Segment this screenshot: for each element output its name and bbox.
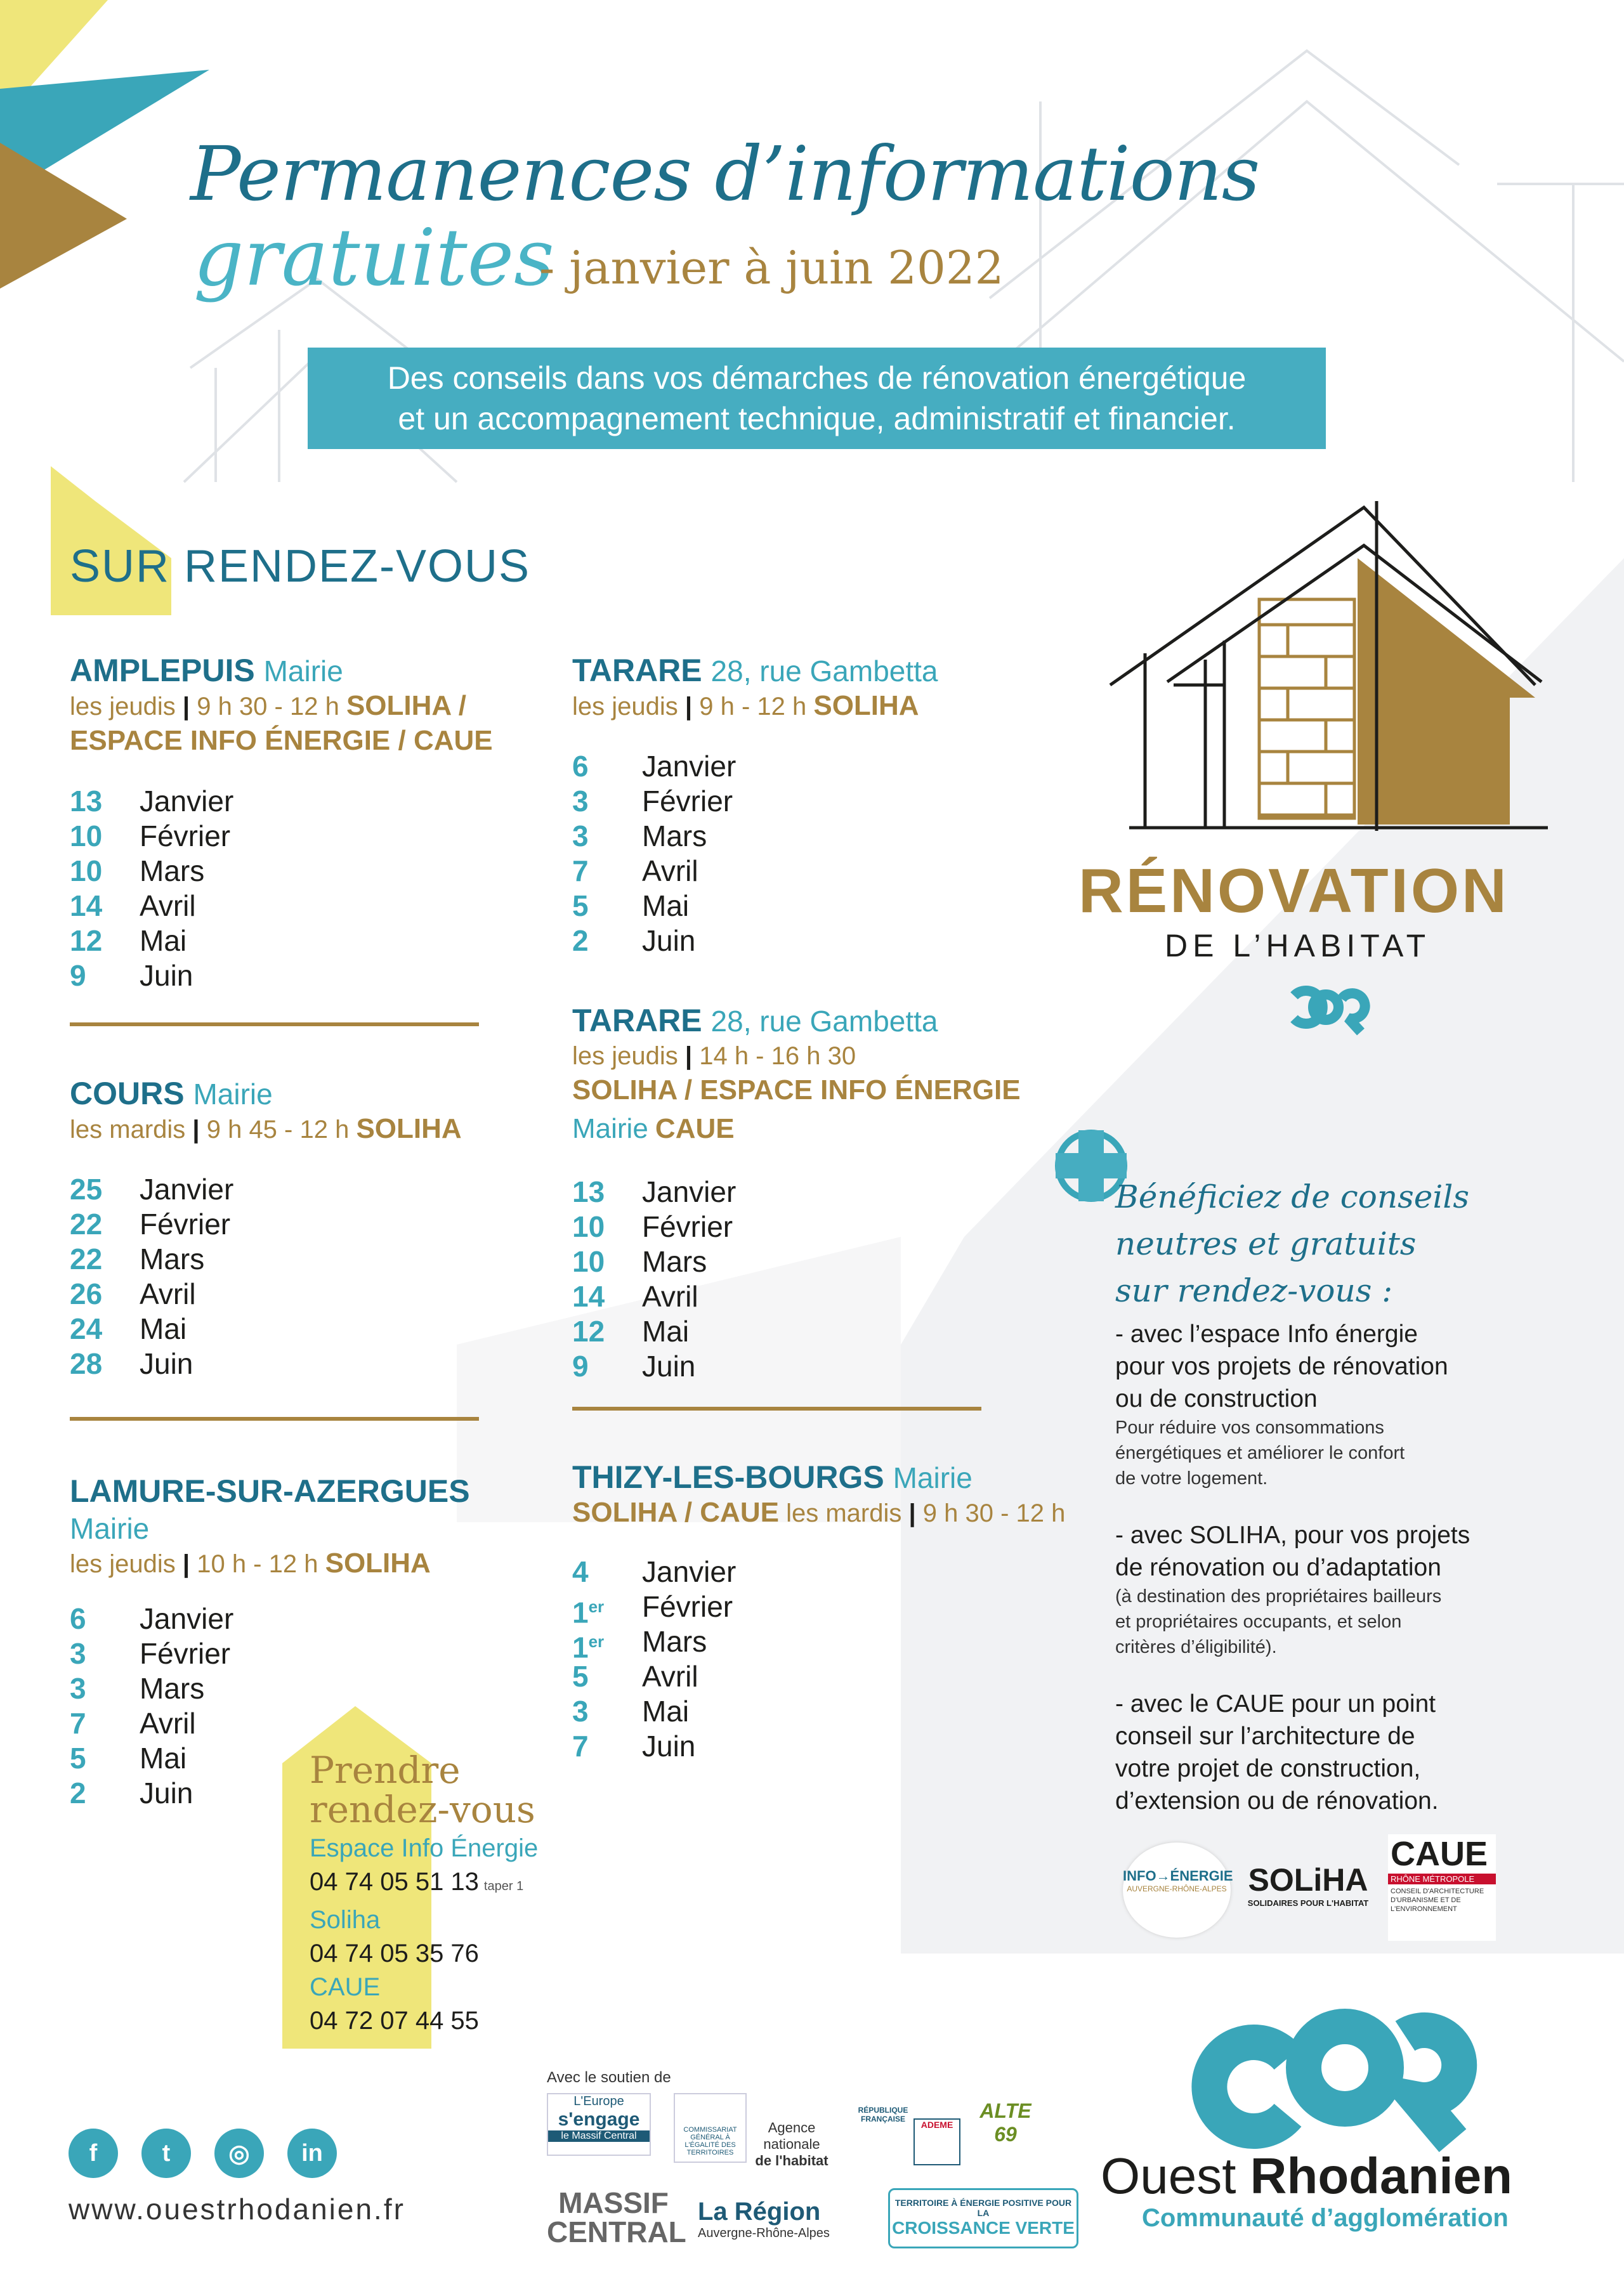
tarare-block-1 — [572, 652, 938, 958]
day-number: 7 — [70, 1707, 86, 1740]
intro-banner: Des conseils dans vos démarches de rénovation énergétique et un accompagnement technique, administratif et financier. — [308, 348, 1326, 449]
date-row — [572, 1624, 1065, 1664]
month-name: Juin — [642, 924, 696, 957]
date-list — [572, 1555, 1065, 1764]
month-name: Février — [140, 1208, 231, 1241]
day-number: 26 — [70, 1277, 103, 1310]
contact-label: Soliha — [310, 1906, 381, 1934]
month-name: Février — [140, 1637, 231, 1670]
day-number: 12 — [70, 924, 103, 957]
date-list — [572, 1175, 1021, 1384]
day-number: 24 — [70, 1312, 103, 1345]
day-number: 5 — [572, 1660, 589, 1693]
schedule: les jeudis | 9 h 30 - 12 h SOLIHA / — [70, 690, 466, 721]
date-row — [70, 1172, 462, 1207]
month-name: Avril — [642, 854, 698, 887]
date-list — [572, 749, 938, 958]
date-row — [70, 1347, 462, 1381]
date-row — [572, 1555, 1065, 1589]
day-number: 22 — [70, 1243, 103, 1275]
month-name: Mai — [140, 1312, 187, 1345]
month-name: Mai — [642, 889, 690, 922]
month-name: Avril — [140, 1707, 196, 1740]
day-number: 7 — [572, 1730, 589, 1763]
date-list — [70, 1172, 462, 1381]
schedule: SOLIHA / CAUE les mardis | 9 h 30 - 12 h — [572, 1497, 1066, 1528]
advice-list: - avec l’espace Info énergie pour vos projets de rénovation ou de construction Pour réduire vos consommations énergétiques et améliorer le confort de votre logement. - avec SOLIHA, pour vos projets de rénovation ou d’adaptation (à destination des propriétaires bailleurs et propriétaires occupants, et selon critères d’éligibilité). - avec le CAUE pour un point conseil sur l’architecture de votre projet de construction, d’extension ou de rénovation. — [1115, 1321, 1470, 1815]
month-name: Janvier — [642, 1175, 737, 1208]
day-number: 3 — [572, 819, 589, 852]
month-name: Janvier — [140, 785, 234, 818]
day-number: 10 — [70, 854, 103, 887]
day-number: 9 — [70, 959, 86, 992]
phone-number[interactable]: 04 74 05 35 76 — [310, 1940, 479, 1967]
day-number: 12 — [572, 1315, 605, 1348]
section-title: SUR RENDEZ-VOUS — [70, 541, 531, 592]
renovation-subtitle: DE L’HABITAT — [1165, 928, 1431, 963]
date-row — [572, 1210, 1021, 1244]
month-name: Mars — [140, 854, 205, 887]
month-name: Mai — [642, 1695, 690, 1728]
facebook-icon[interactable]: f — [69, 2129, 118, 2178]
contact-label: CAUE — [310, 1973, 381, 2001]
date-row — [70, 784, 493, 819]
month-name: Mars — [642, 819, 707, 852]
agglo-name: Ouest Rhodanien — [1101, 2148, 1512, 2204]
date-row — [70, 1706, 470, 1741]
date-row — [572, 749, 938, 784]
day-number: 2 — [572, 924, 589, 957]
date-row — [70, 1601, 470, 1636]
day-number: 3 — [70, 1637, 86, 1670]
day-number: 3 — [572, 785, 589, 818]
date-row — [572, 923, 938, 958]
contact-list: Espace Info Énergie 04 74 05 51 13 taper 1 Soliha 04 74 05 35 76 CAUE 04 72 07 44 55 — [310, 1832, 538, 2038]
month-name: Mai — [140, 1742, 187, 1775]
anah-logo: Agence nationale de l'habitat — [755, 2120, 828, 2169]
date-row — [70, 1242, 462, 1277]
lamure-block: LAMURE-SUR-AZERGUES Mairie les jeudis | 10 h - 12 h SOLIHA 6 Janvier 3 Février 3 Mars 7 Avril 5 Mai 2 Juin — [70, 1473, 470, 1810]
month-name: Février — [642, 785, 733, 818]
date-row — [572, 1244, 1021, 1279]
region-logo: La Région Auvergne-Rhône-Alpes — [698, 2198, 830, 2240]
day-number: 1er — [572, 1596, 605, 1629]
tarare-block-2: TARARE 28, rue Gambetta les jeudis | 14 h - 16 h 30 SOLIHA / ESPACE INFO ÉNERGIE Mairie CAUE 13 Janvier 10 Février 10 Mars 14 Avril 12 Mai 9 Juin — [572, 1003, 1021, 1383]
website-link[interactable]: www.ouestrhodanien.fr — [69, 2193, 405, 2226]
date-row — [70, 923, 493, 958]
thizy-block — [572, 1459, 1065, 1764]
day-number: 28 — [70, 1347, 103, 1380]
day-number: 5 — [70, 1742, 86, 1775]
town-name: TARARE 28, rue Gambetta — [572, 1003, 938, 1038]
instagram-icon[interactable]: ◎ — [214, 2129, 264, 2178]
contact-label: Espace Info Énergie — [310, 1834, 539, 1862]
date-row — [70, 1671, 470, 1706]
month-name: Juin — [140, 959, 193, 992]
day-number: 14 — [572, 1280, 605, 1313]
date-row — [572, 819, 938, 854]
date-row — [70, 1636, 470, 1671]
month-name: Mars — [140, 1672, 205, 1705]
day-number: 14 — [70, 889, 103, 922]
month-name: Mars — [642, 1245, 707, 1278]
day-number: 3 — [70, 1672, 86, 1705]
month-name: Mars — [140, 1243, 205, 1275]
date-row — [572, 784, 938, 819]
day-number: 10 — [572, 1245, 605, 1278]
renovation-title: RÉNOVATION — [1078, 856, 1509, 925]
date-row — [70, 854, 493, 889]
date-row — [572, 1279, 1021, 1314]
month-name: Mars — [642, 1625, 707, 1658]
month-name: Février — [642, 1590, 733, 1623]
phone-number[interactable]: 04 74 05 51 13 — [310, 1868, 479, 1896]
tepcv-logo: TERRITOIRE À ÉNERGIE POSITIVE POUR LA CROISSANCE VERTE — [888, 2188, 1078, 2248]
month-name: Février — [642, 1210, 733, 1243]
agglo-subtitle: Communauté d’agglomération — [1142, 2204, 1509, 2232]
month-name: Mai — [642, 1315, 690, 1348]
caue-logo: CAUE RHÔNE MÉTROPOLE CONSEIL D'ARCHITECTURE D'URBANISME ET DE L'ENVIRONNEMENT — [1388, 1834, 1496, 1941]
day-number: 6 — [70, 1602, 86, 1635]
page-title-dates: - janvier à juin 2022 — [539, 241, 1004, 294]
date-row — [572, 1314, 1021, 1349]
month-name: Juin — [140, 1347, 193, 1380]
town-name: LAMURE-SUR-AZERGUES — [70, 1473, 470, 1509]
ademe-logo: ADEME — [914, 2118, 960, 2165]
date-row — [572, 1659, 1065, 1694]
prendre-rdv-title: Prendre rendez-vous — [310, 1749, 535, 1831]
month-name: Février — [140, 819, 231, 852]
date-row — [572, 1694, 1065, 1729]
month-name: Avril — [140, 1277, 196, 1310]
month-name: Juin — [140, 1777, 193, 1810]
massif-central-logo: MASSIF CENTRAL — [547, 2186, 686, 2248]
page-title-gratuites: gratuites — [193, 212, 554, 304]
republique-logo: RÉPUBLIQUE FRANÇAISE — [858, 2106, 908, 2123]
month-name: Juin — [642, 1350, 696, 1383]
day-number: 4 — [572, 1555, 589, 1588]
schedule: les jeudis | 10 h - 12 h SOLIHA — [70, 1548, 431, 1579]
twitter-icon[interactable]: t — [141, 2129, 191, 2178]
date-row — [70, 1207, 462, 1242]
date-row — [572, 1729, 1065, 1764]
day-number: 7 — [572, 854, 589, 887]
date-row — [572, 1589, 1065, 1629]
town-name: TARARE 28, rue Gambetta — [572, 653, 938, 688]
date-row — [70, 889, 493, 923]
day-number: 25 — [70, 1173, 103, 1206]
date-row — [572, 854, 938, 889]
divider — [572, 1407, 981, 1411]
amplepuis-block: AMPLEPUIS Mairie les jeudis | 9 h 30 - 12 h SOLIHA / ESPACE INFO ÉNERGIE / CAUE 13 Janvier 10 Février 10 Mars 14 Avril 12 Mai 9 Juin — [70, 653, 493, 992]
date-row — [70, 1312, 462, 1347]
day-number: 10 — [572, 1210, 605, 1243]
date-row — [70, 1277, 462, 1312]
date-row — [572, 1349, 1021, 1384]
cget-logo: COMMISSARIAT GÉNÉRAL À L'ÉGALITÉ DES TERRITOIRES — [674, 2093, 747, 2163]
schedule: les jeudis | 9 h - 12 h SOLIHA — [572, 690, 919, 721]
europe-logo: L'Europe s'engage le Massif Central — [547, 2093, 651, 2156]
day-number: 6 — [572, 750, 589, 783]
date-list — [70, 784, 493, 993]
page-title: Permanences d’informations — [190, 130, 1260, 218]
town-name: AMPLEPUIS Mairie — [70, 653, 343, 688]
date-row — [572, 1175, 1021, 1210]
date-row — [70, 819, 493, 854]
day-number: 3 — [572, 1695, 589, 1728]
month-name: Avril — [642, 1280, 698, 1313]
day-number: 2 — [70, 1777, 86, 1810]
divider — [70, 1417, 479, 1421]
benefits-heading: Bénéficiez de conseils neutres et gratuits sur rendez-vous : — [1115, 1178, 1469, 1309]
info-energie-logo: INFO→ÉNERGIE AUVERGNE-RHÔNE-ALPES — [1123, 1843, 1231, 1938]
cours-block — [70, 1075, 462, 1381]
month-name: Avril — [642, 1660, 698, 1693]
month-name: Juin — [642, 1730, 696, 1763]
phone-number[interactable]: 04 72 07 44 55 — [310, 2007, 479, 2035]
town-name: THIZY-LES-BOURGS Mairie — [572, 1459, 972, 1495]
schedule: les mardis | 9 h 45 - 12 h SOLIHA — [70, 1113, 462, 1144]
month-name: Janvier — [140, 1602, 234, 1635]
date-row — [572, 889, 938, 923]
month-name: Janvier — [140, 1173, 234, 1206]
day-number: 1er — [572, 1631, 605, 1664]
date-row — [70, 958, 493, 993]
day-number: 10 — [70, 819, 103, 852]
month-name: Janvier — [642, 1555, 737, 1588]
soliha-logo: SOLiHA SOLIDAIRES POUR L'HABITAT — [1247, 1862, 1369, 1908]
day-number: 5 — [572, 889, 589, 922]
town-name: COURS Mairie — [70, 1076, 273, 1111]
month-name: Janvier — [642, 750, 737, 783]
day-number: 9 — [572, 1350, 589, 1383]
schedule: les jeudis | 14 h - 16 h 30 — [572, 1042, 856, 1070]
linkedin-icon[interactable]: in — [287, 2129, 337, 2178]
month-name: Avril — [140, 889, 196, 922]
day-number: 22 — [70, 1208, 103, 1241]
soutien-label: Avec le soutien de — [547, 2069, 671, 2086]
day-number: 13 — [572, 1175, 605, 1208]
month-name: Mai — [140, 924, 187, 957]
divider — [70, 1022, 479, 1026]
alte-logo: ALTE 69 — [979, 2099, 1031, 2146]
day-number: 13 — [70, 785, 103, 818]
